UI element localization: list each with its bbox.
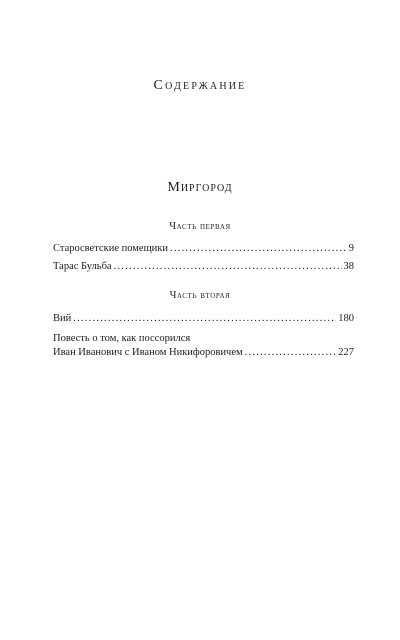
toc-entry-line	[53, 242, 354, 256]
toc-entry-title: Вий	[53, 313, 72, 324]
toc-entry-title-line-2: Иван Иванович с Иваном Никифоровичем	[53, 347, 243, 358]
book-title: Миргород	[167, 180, 233, 195]
toc-entry-starosvetskie[interactable]	[53, 242, 354, 256]
toc-entry-line	[53, 260, 354, 274]
contents-heading: Содержание	[153, 78, 247, 93]
toc-entry-page-number: 227	[338, 347, 354, 358]
dot-leader	[73, 312, 336, 326]
dot-leader	[170, 242, 347, 256]
dot-leader	[114, 260, 342, 274]
toc-entry-line	[53, 346, 354, 360]
toc-entry-page-number: 180	[338, 313, 354, 324]
toc-entry-line	[53, 312, 354, 326]
toc-entry-viy[interactable]	[53, 312, 354, 326]
toc-entry-taras-bulba[interactable]	[53, 260, 354, 274]
toc-entry-title-line-1: Повесть о том, как поссорился	[53, 333, 191, 344]
toc-entry-title: Тарас Бульба	[53, 261, 112, 272]
toc-entry-page-number: 38	[343, 261, 354, 272]
dot-leader	[245, 346, 337, 360]
toc-entry-title: Старосветские помещики	[53, 243, 169, 254]
toc-entry-page-number: 9	[348, 243, 354, 254]
part-title-2: Часть вторая	[169, 290, 231, 301]
toc-entry-povest-o-tom[interactable]	[53, 332, 354, 360]
part-title-1: Часть первая	[169, 221, 231, 232]
